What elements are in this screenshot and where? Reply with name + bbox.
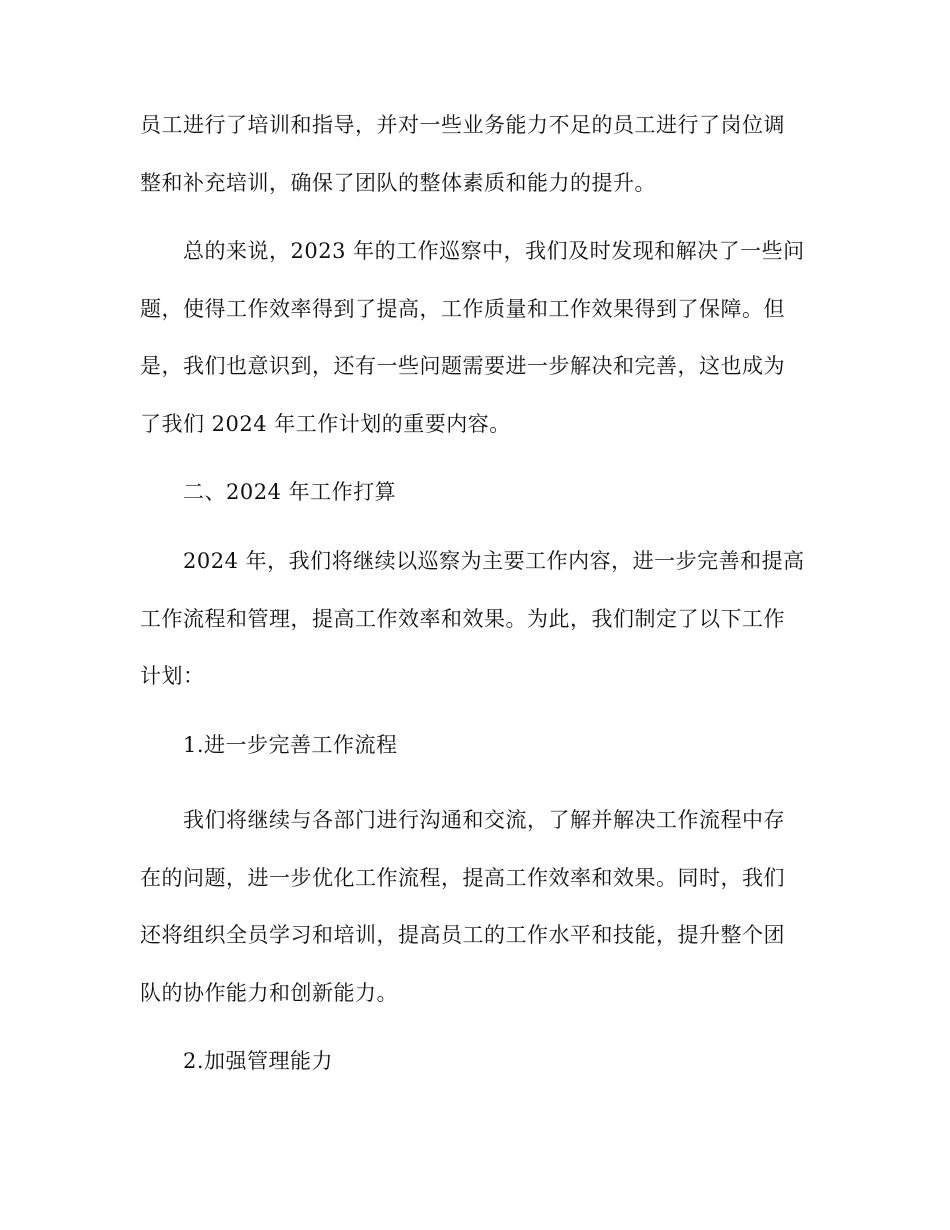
paragraph-line: 了我们 2024 年工作计划的重要内容。 — [140, 412, 511, 436]
subsection-heading: 2.加强管理能力 — [183, 1049, 334, 1073]
paragraph-line: 队的协作能力和创新能力。 — [140, 981, 398, 1005]
paragraph-line: 题，使得工作效率得到了提高，工作质量和工作效果得到了保障。但 — [140, 297, 785, 321]
paragraph-line: 在的问题，进一步优化工作流程，提高工作效率和效果。同时，我们 — [140, 866, 785, 890]
paragraph-line: 我们将继续与各部门进行沟通和交流，了解并解决工作流程中存 — [183, 808, 785, 832]
paragraph-line: 还将组织全员学习和培训，提高员工的工作水平和技能，提升整个团 — [140, 923, 785, 947]
paragraph-line: 工作流程和管理，提高工作效率和效果。为此，我们制定了以下工作 — [140, 607, 785, 631]
section-heading: 二、2024 年工作打算 — [183, 480, 397, 504]
paragraph-line: 是，我们也意识到，还有一些问题需要进一步解决和完善，这也成为 — [140, 354, 785, 378]
paragraph-line: 2024 年，我们将继续以巡察为主要工作内容，进一步完善和提高 — [183, 549, 805, 573]
paragraph-line: 员工进行了培训和指导，并对一些业务能力不足的员工进行了岗位调 — [140, 113, 785, 137]
subsection-heading: 1.进一步完善工作流程 — [183, 733, 398, 757]
paragraph-line: 整和补充培训，确保了团队的整体素质和能力的提升。 — [140, 171, 656, 195]
paragraph-line: 总的来说，2023 年的工作巡察中，我们及时发现和解决了一些问 — [183, 239, 805, 263]
paragraph-line: 计划： — [140, 664, 205, 688]
